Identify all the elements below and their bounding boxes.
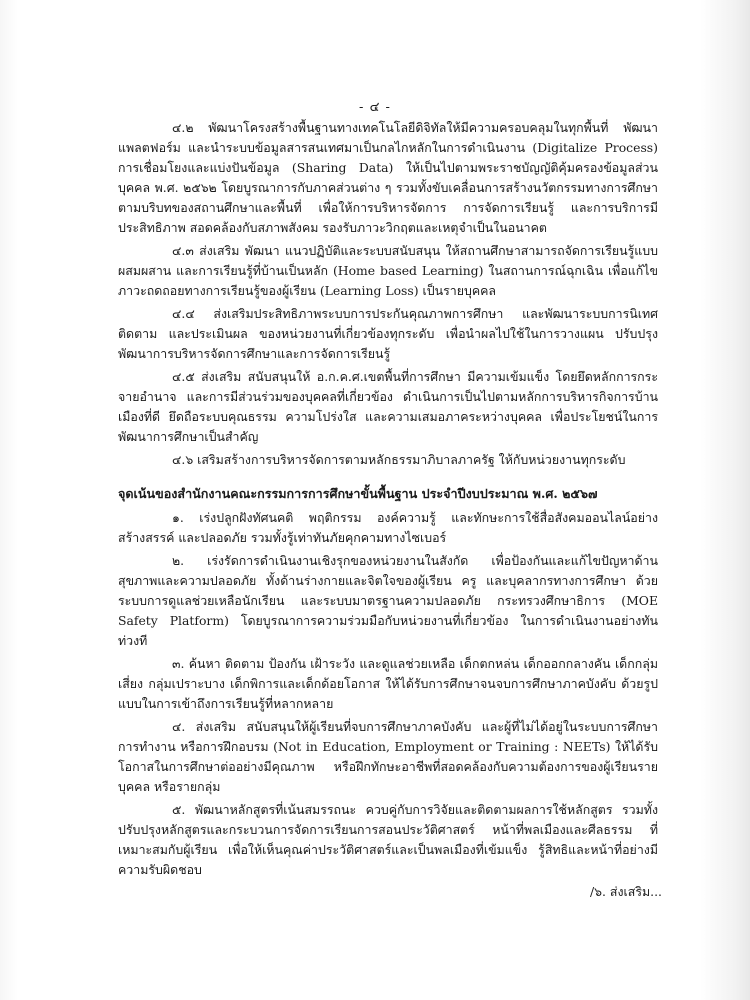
focus-item-5: ๕. พัฒนาหลักสูตรที่เน้นสมรรถนะ ควบคู่กับการวิจัยและติดตามผลการใช้หลักสูตร รวมทั้งปรับปรุงหลักสูตรและกระบวนการจัดการเรียนการสอนประวัติศาสตร์ หน้าที่พลเมืองและศีลธรรม ที่เหมาะสมกับผู้เรียน เพื่อให้เห็นคุณค่าประวัติศาสตร์และเป็นพลเมืองที่เข้มแข็ง รู้สิทธิและหน้าที่อย่างมีความรับผิดชอบ bbox=[118, 802, 658, 877]
section-heading: จุดเน้นของสำนักงานคณะกรรมการการศึกษาขั้นพื้นฐาน ประจำปีงบประมาณ พ.ศ. ๒๕๖๗ bbox=[118, 486, 598, 501]
page-number: - ๔ - bbox=[359, 100, 391, 115]
focus-item-4: ๔. ส่งเสริม สนับสนุนให้ผู้เรียนที่จบการศึกษาภาคบังคับ และผู้ที่ไม่ได้อยู่ในระบบการศึกษา การทำงาน หรือการฝึกอบรม (Not in Education, Employment or Training : NEETs) ให้ได้รับโอกาสในการศึกษาต่ออย่างมีคุณภาพ หรือฝึกทักษะอาชีพที่สอดคล้องกับความต้องการของผู้เรียนรายบุคคล หรือรายกลุ่ม bbox=[118, 719, 658, 794]
paragraph-4-5: ๔.๕ ส่งเสริม สนับสนุนให้ อ.ก.ค.ศ.เขตพื้นที่การศึกษา มีความเข้มแข็ง โดยยึดหลักการกระจายอำนาจ และการมีส่วนร่วมของบุคคลที่เกี่ยวข้อง ดำเนินการเป็นไปตามหลักการบริหารกิจการบ้านเมืองที่ดี ยึดถือระบบคุณธรรม ความโปร่งใส และความเสมอภาคระหว่างบุคคล เพื่อประโยชน์ในการพัฒนาการศึกษาเป็นสำคัญ bbox=[118, 369, 658, 444]
focus-item-1: ๑. เร่งปลูกฝังทัศนคติ พฤติกรรม องค์ความรู้ และทักษะการใช้สื่อสังคมออนไลน์อย่างสร้างสรรค์ และปลอดภัย รวมทั้งรู้เท่าทันภัยคุกคามทางไซเบอร์ bbox=[118, 510, 658, 545]
document-body bbox=[118, 118, 658, 883]
focus-item-2: ๒. เร่งรัดการดำเนินงานเชิงรุกของหน่วยงานในสังกัด เพื่อป้องกันและแก้ไขปัญหาด้านสุขภาพและความปลอดภัย ทั้งด้านร่างกายและจิตใจของผู้เรียน ครู และบุคลากรทางการศึกษา ด้วยระบบการดูแลช่วยเหลือนักเรียน และระบบมาตรฐานความปลอดภัย กระทรวงศึกษาธิการ (MOE Safety Platform) โดยบูรณาการความร่วมมือกับหน่วยงานที่เกี่ยวข้อง ในการดำเนินงานอย่างทันท่วงที bbox=[118, 553, 658, 648]
continuation-marker: /๖. ส่งเสริม... bbox=[590, 884, 662, 899]
paragraph-4-3: ๔.๓ ส่งเสริม พัฒนา แนวปฏิบัติและระบบสนับสนุน ให้สถานศึกษาสามารถจัดการเรียนรู้แบบผสมผสาน และการเรียนรู้ที่บ้านเป็นหลัก (Home based Learning) ในสถานการณ์ฉุกเฉิน เพื่อแก้ไขภาวะถดถอยทางการเรียนรู้ของผู้เรียน (Learning Loss) เป็นรายบุคคล bbox=[118, 243, 658, 298]
focus-item-3: ๓. ค้นหา ติดตาม ป้องกัน เฝ้าระวัง และดูแลช่วยเหลือ เด็กตกหล่น เด็กออกกลางคัน เด็กกลุ่มเสี่ยง กลุ่มเปราะบาง เด็กพิการและเด็กด้อยโอกาส ให้ได้รับการศึกษาจนจบการศึกษาภาคบังคับ ด้วยรูปแบบในการเข้าถึงการเรียนรู้ที่หลากหลาย bbox=[118, 656, 658, 711]
paragraph-4-4: ๔.๔ ส่งเสริมประสิทธิภาพระบบการประกันคุณภาพการศึกษา และพัฒนาระบบการนิเทศ ติดตาม และประเมินผล ของหน่วยงานที่เกี่ยวข้องทุกระดับ เพื่อนำผลไปใช้ในการวางแผน ปรับปรุง พัฒนาการบริหารจัดการศึกษาและการจัดการเรียนรู้ bbox=[118, 306, 658, 361]
paragraph-4-2: ๔.๒ พัฒนาโครงสร้างพื้นฐานทางเทคโนโลยีดิจิทัลให้มีความครอบคลุมในทุกพื้นที่ พัฒนาแพลตฟอร์ม และนำระบบข้อมูลสารสนเทศมาเป็นกลไกหลักในการดำเนินงาน (Digitalize Process) การเชื่อมโยงและแบ่งปันข้อมูล (Sharing Data) ให้เป็นไปตามพระราชบัญญัติคุ้มครองข้อมูลส่วนบุคคล พ.ศ. ๒๕๖๒ โดยบูรณาการกับภาคส่วนต่าง ๆ รวมทั้งขับเคลื่อนการสร้างนวัตกรรมทางการศึกษาตามบริบทของสถานศึกษาและพื้นที่ เพื่อให้การบริหารจัดการ การจัดการเรียนรู้ และการบริการมีประสิทธิภาพ สอดคล้องกับสภาพสังคม รองรับภาวะวิกฤตและเหตุจำเป็นในอนาคต bbox=[118, 120, 658, 235]
paragraph-4-6: ๔.๖ เสริมสร้างการบริหารจัดการตามหลักธรรมาภิบาลภาครัฐ ให้กับหน่วยงานทุกระดับ bbox=[172, 452, 626, 467]
